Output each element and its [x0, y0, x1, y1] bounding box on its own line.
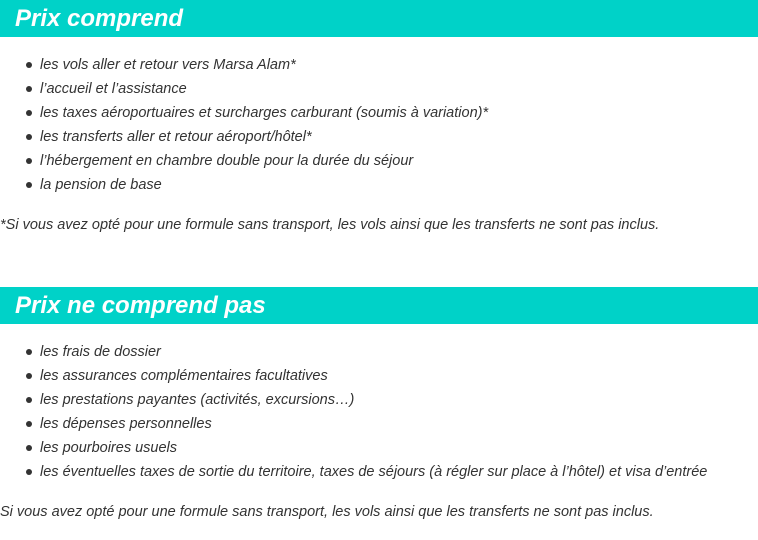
list-item — [0, 388, 707, 412]
list-item-text: les éventuelles taxes de sortie du territoire, taxes de séjours (à régler sur place à l’hôtel) et visa d’entrée — [40, 464, 708, 480]
list-item — [0, 364, 707, 388]
list-item-text: les prestations payantes (activités, excursions…) — [40, 392, 355, 408]
bullet-icon — [26, 373, 32, 379]
bullet-icon — [26, 134, 32, 140]
list-item-text: l’accueil et l’assistance — [40, 81, 187, 97]
included-list — [0, 53, 488, 197]
list-item — [0, 412, 707, 436]
bullet-icon — [26, 445, 32, 451]
bullet-icon — [26, 158, 32, 164]
bullet-icon — [26, 397, 32, 403]
list-item-text: les transferts aller et retour aéroport/hôtel* — [40, 129, 312, 145]
list-item-text: les vols aller et retour vers Marsa Alam* — [40, 57, 296, 73]
list-item — [0, 173, 488, 197]
list-item-text: les taxes aéroportuaires et surcharges carburant (soumis à variation)* — [40, 105, 489, 121]
section-header-included — [0, 0, 758, 37]
list-item — [0, 460, 707, 484]
bullet-icon — [26, 469, 32, 475]
section-title-included: Prix comprend — [15, 5, 184, 32]
list-item — [0, 77, 488, 101]
list-item-text: les pourboires usuels — [40, 440, 178, 456]
bullet-icon — [26, 182, 32, 188]
bullet-icon — [26, 110, 32, 116]
list-item — [0, 101, 488, 125]
included-note: *Si vous avez opté pour une formule sans transport, les vols ainsi que les transferts ne sont pas inclus. — [0, 217, 660, 233]
excluded-note: Si vous avez opté pour une formule sans transport, les vols ainsi que les transferts ne sont pas inclus. — [0, 504, 654, 520]
list-item — [0, 436, 707, 460]
list-item-text: les frais de dossier — [40, 344, 161, 360]
list-item — [0, 125, 488, 149]
bullet-icon — [26, 349, 32, 355]
bullet-icon — [26, 86, 32, 92]
excluded-list — [0, 340, 707, 484]
list-item-text: la pension de base — [40, 177, 162, 193]
list-item-text: les assurances complémentaires facultatives — [40, 368, 328, 384]
list-item-text: les dépenses personnelles — [40, 416, 212, 432]
bullet-icon — [26, 421, 32, 427]
section-header-excluded — [0, 287, 758, 324]
list-item — [0, 53, 488, 77]
list-item — [0, 149, 488, 173]
list-item — [0, 340, 707, 364]
section-title-excluded: Prix ne comprend pas — [15, 292, 266, 319]
bullet-icon — [26, 62, 32, 68]
list-item-text: l’hébergement en chambre double pour la durée du séjour — [40, 153, 414, 169]
